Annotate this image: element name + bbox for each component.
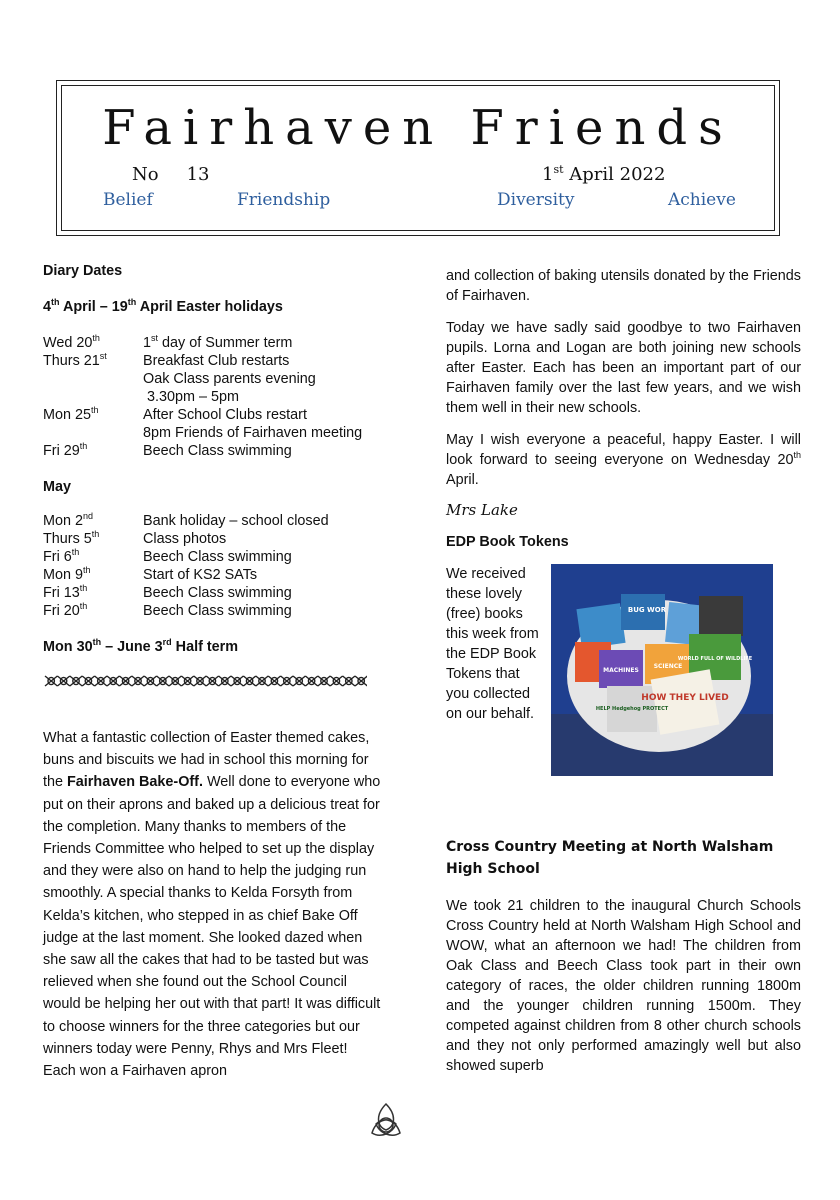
bakeoff-bold: Fairhaven Bake-Off. <box>67 774 203 791</box>
diary-event: 8pm Friends of Fairhaven meeting <box>143 425 363 441</box>
edp-text: We received these lovely (free) books this week from the EDP Book Tokens that you collected on our behalf. <box>446 566 539 722</box>
value-diversity: Diversity <box>497 190 575 210</box>
diary-day <box>43 548 143 566</box>
date-suffix: st <box>553 163 564 176</box>
diary-event: Class photos <box>143 531 227 547</box>
bakeoff-continued: and collection of baking utensils donated by the Friends of Fairhaven. <box>446 268 801 304</box>
day-text: Fri 6 <box>43 549 72 565</box>
easter-wish <box>446 430 801 490</box>
half-term <box>43 638 383 656</box>
diary-row <box>43 388 383 406</box>
half-term-sup1: th <box>92 637 102 648</box>
easter-wish-b: April. <box>446 472 479 488</box>
day-sup: th <box>79 583 88 594</box>
diary-day <box>43 424 143 442</box>
half-term-b: – June 3 <box>101 639 163 655</box>
event-text: day of Summer term <box>158 335 293 351</box>
diary-row <box>43 584 383 602</box>
value-friendship: Friendship <box>237 190 331 210</box>
diary-row <box>43 602 383 620</box>
diary-row <box>43 548 383 566</box>
day-text: Fri 20 <box>43 603 80 619</box>
day-text: Thurs 21 <box>43 353 100 369</box>
newsletter-title: Fairhaven Friends <box>102 100 734 156</box>
diary-day <box>43 566 143 584</box>
event-sup: st <box>151 333 159 344</box>
masthead <box>56 80 780 236</box>
diary-event: Beech Class swimming <box>143 443 292 459</box>
easter-start: 4 <box>43 299 52 315</box>
decorative-divider <box>43 674 367 688</box>
half-term-c: Half term <box>171 639 239 655</box>
bakeoff-text-1: What a fantastic collection of Easter themed cakes, buns and biscuits we had in school this morning for the <box>43 730 370 791</box>
diary-row <box>43 424 383 442</box>
day-text: Thurs 5 <box>43 531 92 547</box>
diary-event: Bank holiday – school closed <box>143 513 329 529</box>
diary-row <box>43 566 383 584</box>
day-sup: th <box>83 565 91 576</box>
diary-event: Breakfast Club restarts <box>143 353 290 369</box>
book-title: HELP Hedgehog PROTECT <box>595 706 669 712</box>
left-column <box>43 262 383 1082</box>
diary-day <box>43 512 143 530</box>
diary-day <box>43 370 143 388</box>
diary-row <box>43 370 383 388</box>
easter-holidays <box>43 298 383 316</box>
diary-day <box>43 442 143 460</box>
cross-country-text: We took 21 children to the inaugural Church Schools Cross Country held at North Walsham High School and WOW, what an afternoon we had! The children from Oak Class and Beech Class took part in their own category of races, the older children running 1800m and the younger children running 1500m. They competed against children from 8 other church schools and they not only performed amazingly well but also showed superb <box>446 898 801 1074</box>
issue-value: 13 <box>186 164 210 185</box>
issue-date <box>542 164 665 185</box>
easter-sup1: th <box>51 297 60 308</box>
day-sup: nd <box>83 511 94 522</box>
event-pre: 1 <box>143 335 152 351</box>
day-text: Mon 2 <box>43 513 83 529</box>
diary-event: Beech Class swimming <box>143 603 292 619</box>
day-sup: th <box>92 333 100 344</box>
day-text: Mon 25 <box>43 407 91 423</box>
day-sup: th <box>91 405 99 416</box>
diary-event <box>143 334 383 352</box>
triquetra-icon <box>366 1100 406 1140</box>
day-text: Fri 29 <box>43 443 80 459</box>
diary-day <box>43 406 143 424</box>
value-belief: Belief <box>103 190 153 210</box>
edp-section <box>446 564 801 794</box>
issue-label: No <box>132 164 159 185</box>
april-list <box>43 334 383 460</box>
diary-day <box>43 530 143 548</box>
diary-day <box>43 352 143 370</box>
diary-row <box>43 334 383 352</box>
easter-mid: April – 19 <box>59 299 128 315</box>
easter-wish-a: May I wish everyone a peaceful, happy Easter. I will look forward to seeing everyone on Wednesday 20 <box>446 432 801 468</box>
masthead-inner-border <box>61 85 775 231</box>
diary-day <box>43 334 143 352</box>
easter-sup2: th <box>127 297 137 308</box>
book-title: MACHINES <box>603 667 639 674</box>
diary-row <box>43 442 383 460</box>
diary-heading: Diary Dates <box>43 263 123 279</box>
books-photo <box>551 564 773 776</box>
date-day: 1 <box>542 164 554 185</box>
day-text: Fri 13 <box>43 585 80 601</box>
day-text: Mon 9 <box>43 567 83 583</box>
day-sup: th <box>79 441 88 452</box>
easter-end: April Easter holidays <box>136 299 283 315</box>
half-term-sup2: rd <box>162 637 172 648</box>
bakeoff-article <box>43 727 383 1082</box>
edp-heading: EDP Book Tokens <box>446 534 569 550</box>
day-sup: th <box>71 547 80 558</box>
diary-row <box>43 530 383 548</box>
day-sup: th <box>79 601 88 612</box>
book-title: WORLD FULL OF WILDLIFE <box>677 656 753 662</box>
right-column <box>446 266 801 1076</box>
diary-event: Oak Class parents evening <box>143 371 316 387</box>
diary-day <box>43 602 143 620</box>
diary-event: 3.30pm – 5pm <box>143 389 239 405</box>
may-list <box>43 512 383 620</box>
diary-event: Start of KS2 SATs <box>143 567 258 583</box>
diary-event: Beech Class swimming <box>143 585 292 601</box>
date-rest: April 2022 <box>563 164 666 185</box>
may-heading: May <box>43 479 71 495</box>
cross-country-heading: Cross Country Meeting at North Walsham High School <box>446 839 774 877</box>
issue-number <box>132 164 210 185</box>
diary-row <box>43 512 383 530</box>
value-achieve: Achieve <box>668 190 736 210</box>
diary-day <box>43 388 143 406</box>
signature: Mrs Lake <box>446 501 518 519</box>
easter-wish-sup: th <box>793 450 801 461</box>
book-title: BUG WOR <box>627 606 667 614</box>
book-title: HOW THEY LIVED <box>641 693 729 703</box>
bakeoff-text-2: Well done to everyone who put on their aprons and baked up a delicious treat for the completion. Many thanks to members of the Friends Committee who helped to set up the display and they were also on hand to help the judging run smoothly. A special thanks to Kelda Forsyth from Kelda’s kitchen, who stepped in as chief Bake Off judge at the last moment. She looked dazed when she saw all the cakes that had to be tasted but was relieved when she found out the School Council would be helping her out with that part! It was difficult to choose winners for the three categories but our winners today were Penny, Rhys and Mrs Fleet! Each won a Fairhaven apron <box>43 774 381 1080</box>
diary-row <box>43 406 383 424</box>
diary-day <box>43 584 143 602</box>
day-sup: th <box>91 529 100 540</box>
book-title: SCIENCE <box>653 663 683 670</box>
day-text: Wed 20 <box>43 335 93 351</box>
day-sup: st <box>99 351 107 362</box>
goodbye-paragraph: Today we have sadly said goodbye to two Fairhaven pupils. Lorna and Logan are both joining new schools after Easter. Each has been an important part of our Fairhaven family over the last few years, and we wish them well in their new schools. <box>446 320 801 416</box>
diary-event: After School Clubs restart <box>143 407 307 423</box>
diary-event: Beech Class swimming <box>143 549 292 565</box>
diary-row <box>43 352 383 370</box>
half-term-a: Mon 30 <box>43 639 93 655</box>
